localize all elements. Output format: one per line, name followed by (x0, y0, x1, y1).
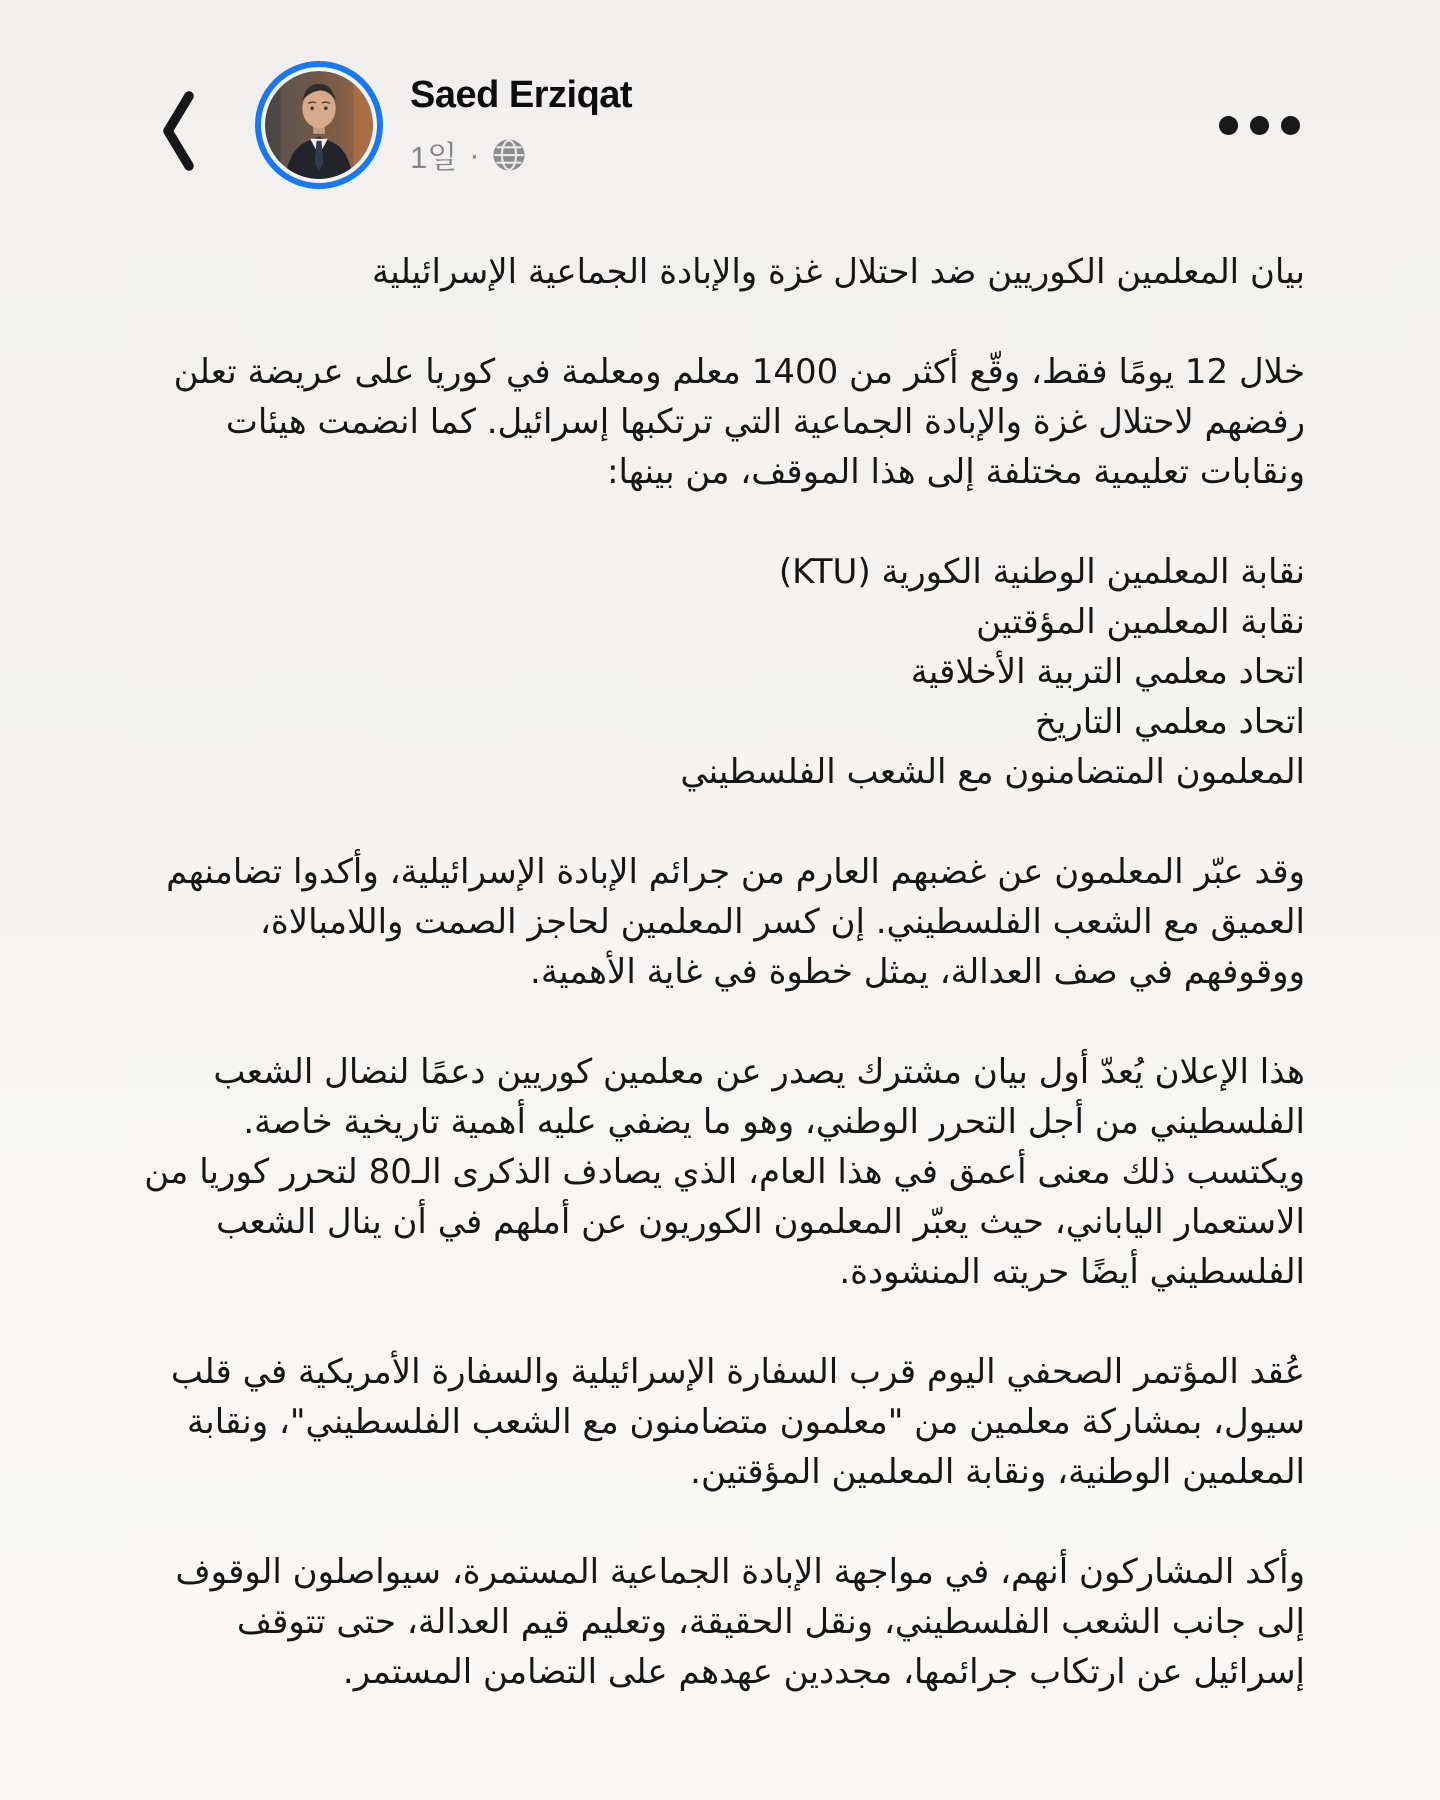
meta-separator: · (469, 136, 480, 172)
post-text (135, 247, 1305, 1747)
post-paragraph: وأكد المشاركون أنهم، في مواجهة الإبادة الجماعية المستمرة، سيواصلون الوقوف إلى جانب الشعب الفلسطيني، ونقل الحقيقة، وتعليم قيم العدالة، حتى تتوقف إسرائيل عن ارتكاب جرائمها، مجددين عهدهم على التضامن المستمر. (175, 1552, 1305, 1692)
globe-public-icon (492, 138, 526, 172)
user-name[interactable]: Saed Erziqat (410, 74, 633, 116)
chevron-left-icon (160, 89, 196, 176)
timestamp: 1일 (410, 140, 458, 175)
post-paragraph: خلال 12 يومًا فقط، وقّع أكثر من 1400 معلم ومعلمة في كوريا على عريضة تعلن رفضهم لاحتلال غزة والإبادة الجماعية التي ترتكبها إسرائيل. كما انضمت هيئات ونقابات تعليمية مختلفة إلى هذا الموقف، من بينها: (173, 352, 1305, 492)
avatar-photo (265, 71, 373, 179)
organization-item: اتحاد معلمي التاريخ (1034, 702, 1305, 742)
post-paragraph: هذا الإعلان يُعدّ أول بيان مشترك يصدر عن معلمين كوريين دعمًا لنضال الشعب الفلسطيني من أجل التحرر الوطني، وهو ما يضفي عليه أهمية تاريخية خاصة. ويكتسب ذلك معنى أعمق في هذا العام، الذي يصادف الذكرى الـ80 لتحرر كوريا من الاستعمار الياباني، حيث يعبّر المعلمون الكوريون عن أملهم في أن ينال الشعب الفلسطيني أيضًا حريته المنشودة. (144, 1052, 1305, 1292)
organization-item: نقابة المعلمين الوطنية الكورية (KTU) (778, 552, 1305, 592)
post-title: بيان المعلمين الكوريين ضد احتلال غزة والإبادة الجماعية الإسرائيلية (372, 252, 1305, 292)
post-paragraph: وقد عبّر المعلمون عن غضبهم العارم من جرائم الإبادة الإسرائيلية، وأكدوا تضامنهم العميق مع الشعب الفلسطيني. إن كسر المعلمين لحاجز الصمت واللامبالاة، ووقوفهم في صف العدالة، يمثل خطوة في غاية الأهمية. (166, 852, 1305, 992)
organization-item: نقابة المعلمين المؤقتين (976, 602, 1305, 642)
post-paragraph: عُقد المؤتمر الصحفي اليوم قرب السفارة الإسرائيلية والسفارة الأمريكية في قلب سيول، بمشاركة معلمين من "معلمون متضامنون مع الشعب الفلسطيني"، ونقابة المعلمين الوطنية، ونقابة المعلمين المؤقتين. (170, 1352, 1305, 1492)
post-meta (410, 132, 526, 177)
more-options-button[interactable] (1219, 104, 1300, 146)
avatar[interactable] (255, 61, 383, 189)
organization-item: اتحاد معلمي التربية الأخلاقية (910, 652, 1305, 692)
more-options-icon (1219, 116, 1238, 135)
back-button[interactable] (150, 82, 206, 182)
organization-list (135, 547, 1305, 797)
organization-item: المعلمون المتضامنون مع الشعب الفلسطيني (680, 752, 1305, 792)
